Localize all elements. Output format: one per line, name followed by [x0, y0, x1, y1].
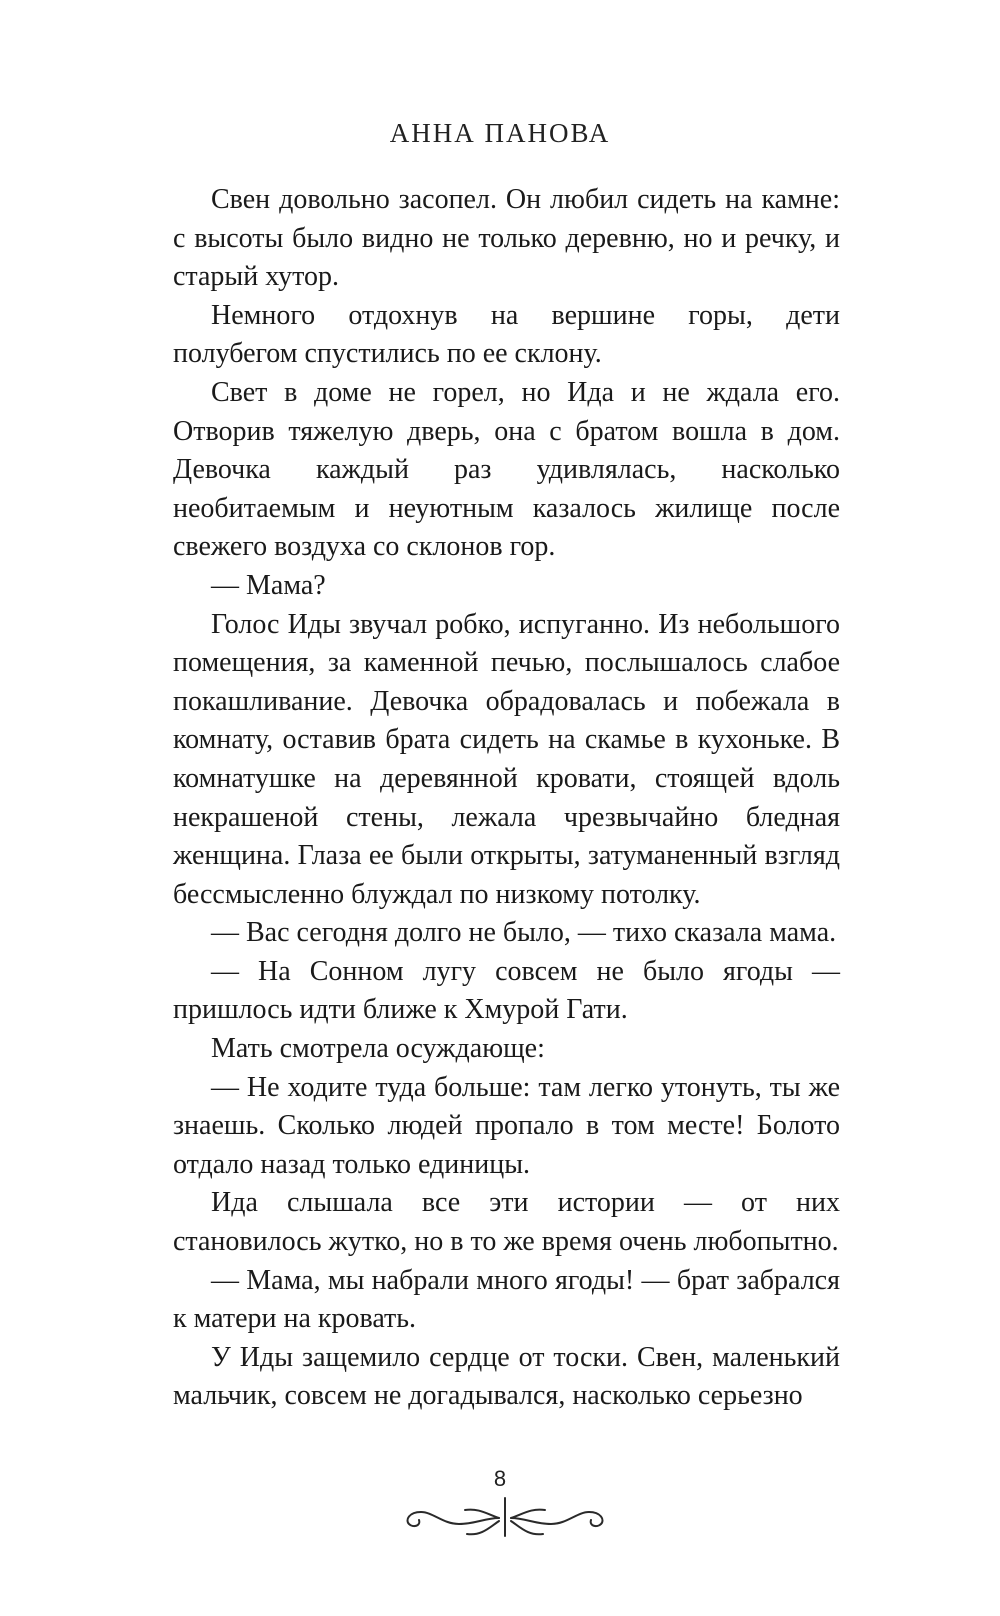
page-number: 8 — [493, 1466, 507, 1491]
paragraph: — Мама, мы набрали много ягоды! — брат забрался к матери на кровать. — [173, 1264, 840, 1335]
paragraph: Свет в доме не горел, но Ида и не ждала его. Отворив тяжелую дверь, она с братом вошла в дом. Девочка каждый раз удивлялась, насколько необитаемым и неуютным казалось жилище после свежего воздуха со склонов гор. — [173, 376, 840, 563]
paragraph: Голос Иды звучал робко, испуганно. Из небольшого помещения, за каменной печью, послышалось слабое покашливание. Девочка обрадовалась и побежала в комнату, оставив брата сидеть на скамье в кухоньке. В комнатушке на деревянной кровати, стоящей вдоль некрашеной стены, лежала чрезвычайно бледная женщина. Глаза ее были открыты, затуманенный взгляд бессмысленно блуждал по низкому потолку. — [173, 608, 840, 910]
paragraph: Свен довольно засопел. Он любил сидеть на камне: с высоты было видно не только деревню, но и речку, и старый хутор. — [173, 184, 840, 293]
paragraph: У Иды защемило сердце от тоски. Свен, маленький мальчик, совсем не догадывался, насколько серьезно — [173, 1341, 840, 1412]
flourish-ornament-icon — [395, 1494, 615, 1544]
paragraph: — Не ходите туда больше: там легко утонуть, ты же знаешь. Сколько людей пропало в том месте! Болото отдало назад только единицы. — [173, 1071, 840, 1180]
paragraph: — Вас сегодня долго не было, — тихо сказала мама. — [211, 917, 837, 949]
paragraph: — На Сонном лугу совсем не было ягоды — пришлось идти ближе к Хмурой Гати. — [173, 955, 840, 1026]
running-head-author: АННА ПАНОВА — [389, 118, 611, 148]
body-text — [173, 181, 840, 1416]
paragraph: — Мама? — [211, 569, 326, 601]
paragraph: Ида слышала все эти истории — от них становилось жутко, но в то же время очень любопытно. — [173, 1187, 840, 1258]
paragraph: Немного отдохнув на вершине горы, дети полубегом спустились по ее склону. — [173, 299, 840, 370]
paragraph: Мать смотрела осуждающе: — [211, 1033, 545, 1065]
